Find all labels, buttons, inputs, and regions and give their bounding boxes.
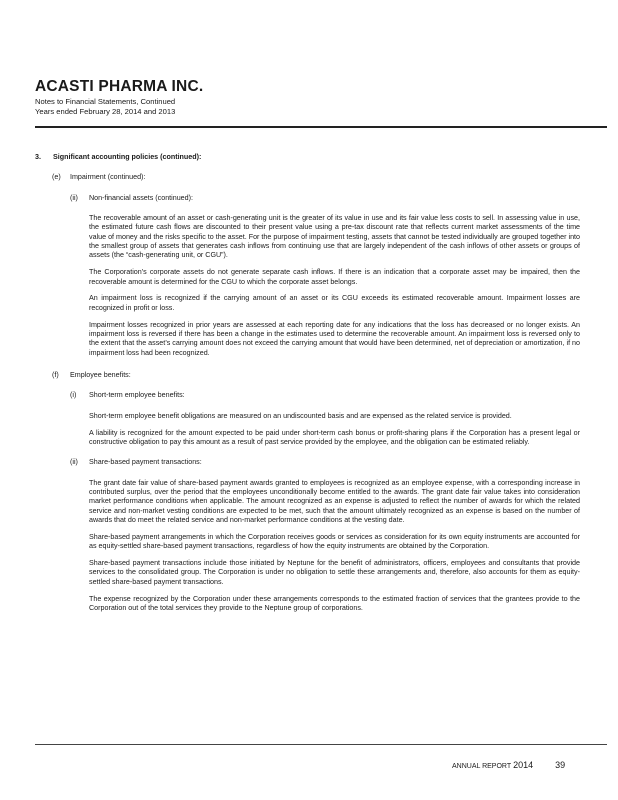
subsection-f-ii-label: (ii)	[70, 458, 78, 467]
company-name: ACASTI PHARMA INC.	[35, 78, 204, 95]
subsection-f-ii-heading	[35, 447, 580, 467]
subsection-f-heading	[35, 358, 580, 380]
page-number: 39	[555, 760, 566, 770]
subsection-f-label: (f)	[52, 371, 59, 379]
section-number: 3.	[35, 153, 41, 161]
subsection-e-heading	[35, 162, 580, 182]
document-subtitle: Notes to Financial Statements, Continued	[35, 97, 176, 106]
notes-body	[35, 153, 580, 613]
page-footer	[452, 760, 565, 770]
paragraph: The grant date fair value of share-based payment awards granted to employees is recognized as an employee expense, with a corresponding increase in contributed surplus, over the period that the employees unconditionally become entitled to the awards. The grant date fair value takes into consideration market performance conditions when applicable. The amount recognized as an expense is adjusted to reflect the number of awards for which the related service and non-market vesting conditions are expected to be met, such that the amount ultimately recognized as an expense is based on the number of awards that do meet the related service and non-market performance conditions at the vesting date.	[89, 478, 580, 524]
subsection-e-title: Impairment (continued):	[70, 173, 146, 182]
subsection-f-i-title: Short-term employee benefits:	[89, 391, 185, 400]
paragraph: Share-based payment arrangements in which the Corporation receives goods or services as consideration for its own equity instruments are accounted for as equity-settled share-based payment transactions, regardless of how the equity instruments are obtained by the Corporation.	[89, 532, 580, 551]
report-year: 2014	[513, 760, 534, 770]
subsection-f-i-label: (i)	[70, 391, 77, 400]
paragraph: Share-based payment transactions include those initiated by Neptune for the benefit of administrators, officers, employees and consultants that provide services to the consolidated group. The Corporation is under no obligation to settle these arrangements and, therefore, also accounts for them as equity-settled share-based payment transactions.	[89, 558, 580, 586]
subsection-e-label: (e)	[52, 173, 61, 182]
paragraph: The expense recognized by the Corporation under these arrangements corresponds to the estimated fraction of services that the grantees provide to the Corporation out of the total services they provide to the Neptune group of corporations.	[89, 594, 580, 612]
subsection-f-i-heading	[35, 380, 580, 400]
subsection-f-title: Employee benefits:	[70, 371, 131, 379]
annual-report-label: ANNUAL REPORT	[452, 763, 512, 770]
paragraph: The recoverable amount of an asset or cash-generating unit is the greater of its value in use and its fair value less costs to sell. In assessing value in use, the estimated future cash flows are discounted to their present value using a pre-tax discount rate that reflects current market assessments of the time value of money and the risks specific to the asset. For the purpose of impairment testing, assets that cannot be tested individually are grouped together into the smallest group of assets that generates cash inflows from continuing use that are largely independent of the cash inflows of other assets or groups of assets (the “cash-generating unit, or CGU”).	[89, 214, 580, 260]
paragraph: Impairment losses recognized in prior years are assessed at each reporting date for any indications that the loss has decreased or no longer exists. An impairment loss is reversed if there has been a change in the estimates used to determine the recoverable amount. An impairment loss is reversed only to the extent that the asset’s carrying amount does not exceed the carrying amount that would have been determined, net of depreciation or amortization, if no impairment loss had been recognized.	[89, 320, 580, 357]
paragraph: The Corporation’s corporate assets do not generate separate cash inflows. If there is an indication that a corporate asset may be impaired, then the recoverable amount is determined for the CGU to which the corporate asset belongs.	[89, 268, 580, 286]
subsection-e-ii-label: (ii)	[70, 193, 78, 202]
paragraph: A liability is recognized for the amount expected to be paid under short-term cash bonus or profit-sharing plans if the Corporation has a present legal or constructive obligation to pay this amount as a result of past service provided by the employee, and the obligation can be estimated reliably.	[89, 428, 580, 446]
subsection-e-ii-title: Non-financial assets (continued):	[89, 193, 193, 202]
footer-divider	[35, 744, 607, 745]
subsection-e-ii-heading	[35, 183, 580, 203]
section-title: Significant accounting policies (continued):	[53, 153, 202, 161]
paragraph: An impairment loss is recognized if the carrying amount of an asset or its CGU exceeds its estimated recoverable amount. Impairment losses are recognized in profit or loss.	[89, 294, 580, 312]
header-divider	[35, 126, 607, 128]
subsection-f-ii-title: Share-based payment transactions:	[89, 458, 202, 467]
section-heading	[35, 153, 580, 162]
fiscal-period: Years ended February 28, 2014 and 2013	[35, 107, 176, 116]
paragraph: Short-term employee benefit obligations are measured on an undiscounted basis and are expensed as the related service is provided.	[89, 411, 512, 420]
